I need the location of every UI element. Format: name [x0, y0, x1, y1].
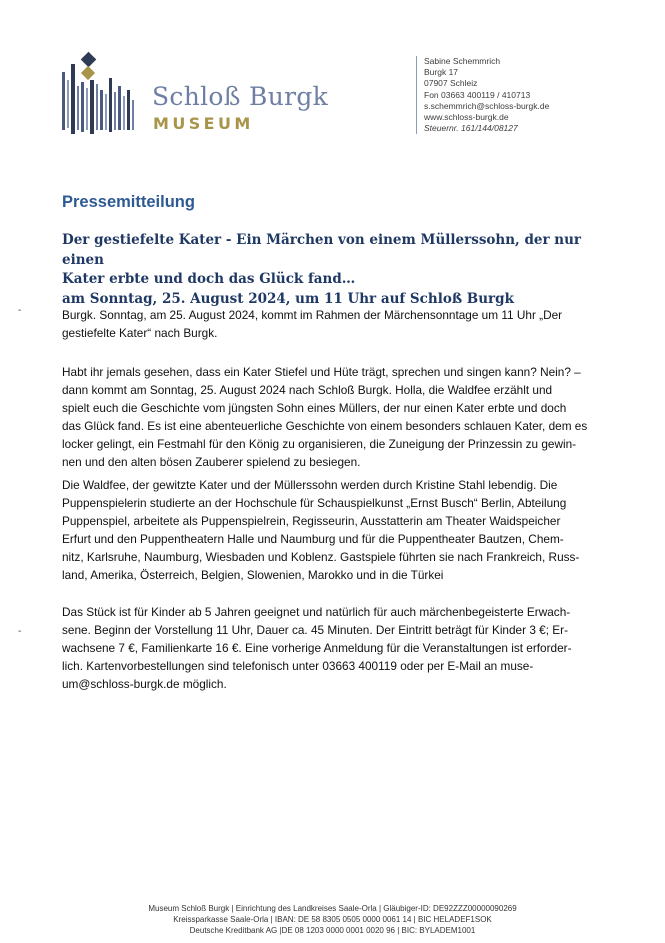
- paragraph-line: Burgk. Sonntag, am 25. August 2024, kommt im Rahmen der Märchensonntage um 11 Uhr „Der: [62, 308, 563, 322]
- paragraph-performer: [62, 476, 612, 584]
- footer-line: Deutsche Kreditbank AG |DE 08 1203 0000 0001 0020 96 | BIC: BYLADEM1001: [189, 926, 476, 935]
- paragraph-line: nen und den alten bösen Zauberer spielend zu besiegen.: [62, 455, 361, 469]
- footer: [0, 903, 665, 936]
- paragraph-line: nitz, Karlsruhe, Naumburg, Wiesbaden und Koblenz. Gastspiele führten sie nach Frankreich, Russ-: [62, 550, 580, 564]
- paragraph-line: wachsene 7 €, Familienkarte 16 €. Eine vorherige Anmeldung für die Veranstaltungen ist erforder-: [62, 641, 572, 655]
- paragraph-line: lich. Kartenvorbestellungen sind telefonisch unter 03663 400119 oder per E-Mail an muse-: [62, 659, 534, 673]
- paragraph-line: land, Amerika, Österreich, Belgien, Slowenien, Marokko und in die Türkei: [62, 568, 444, 582]
- paragraph-line: um@schloss-burgk.de möglich.: [62, 677, 227, 691]
- page-title: Pressemitteilung: [62, 193, 195, 211]
- contact-block: [416, 56, 549, 134]
- headline-line: Der gestiefelte Kater - Ein Märchen von einem Müllerssohn, der nur einen: [62, 232, 582, 268]
- contact-website[interactable]: www.schloss-burgk.de: [424, 112, 509, 123]
- paragraph-story: [62, 363, 612, 471]
- paragraph-tickets: [62, 603, 612, 693]
- paragraph-line: Erfurt und den Puppentheatern Halle und Naumburg und für die Puppentheater Bautzen, Chem-: [62, 532, 564, 546]
- paragraph-line: das Glück fand. Es ist eine abenteuerliche Geschichte von einem besonders schlauen Kater, dem es: [62, 419, 588, 433]
- paragraph-line: Habt ihr jemals gesehen, dass ein Kater Stiefel und Hüte trägt, sprechen und singen kann? Nein? –: [62, 365, 581, 379]
- contact-phone: Fon 03663 400119 / 410713: [424, 89, 531, 100]
- footer-line: Kreissparkasse Saale-Orla | IBAN: DE 58 8305 0505 0000 0061 14 | BIC HELADEF1SOK: [173, 915, 492, 924]
- brand-name: Schloß Burgk: [152, 82, 329, 111]
- paragraph-intro: [62, 306, 612, 342]
- headline-line: am Sonntag, 25. August 2024, um 11 Uhr auf Schloß Burgk: [62, 290, 514, 307]
- paragraph-line: Puppenspielerin studierte an der Hochschule für Schauspielkunst „Ernst Busch“ Berlin, Abteilung: [62, 496, 567, 510]
- margin-mark: -: [18, 305, 22, 316]
- paragraph-line: locker gelingt, ein Festmahl für den König zu organisieren, die Zuneigung der Prinzessin zu gewin-: [62, 437, 577, 451]
- margin-mark: -: [18, 626, 22, 637]
- contact-street: Burgk 17: [424, 67, 459, 78]
- footer-line: Museum Schloß Burgk | Einrichtung des Landkreises Saale-Orla | Gläubiger-ID: DE92ZZZ00000090269: [148, 904, 517, 913]
- paragraph-line: Puppenspiel, arbeitete als Puppenspielrein, Regisseurin, Ausstatterin am Theater Waidspeicher: [62, 514, 561, 528]
- press-headline: [62, 231, 602, 309]
- contact-city: 07907 Schleiz: [424, 78, 478, 89]
- castle-emblem-icon: [58, 50, 148, 140]
- paragraph-line: dann kommt am Sonntag, 25. August 2024 nach Schloß Burgk. Holla, die Waldfee erzählt und: [62, 383, 553, 397]
- paragraph-line: sene. Beginn der Vorstellung 11 Uhr, Dauer ca. 45 Minuten. Der Eintritt beträgt für Kinder 3 €; Er-: [62, 623, 569, 637]
- brand-subtitle: MUSEUM: [153, 114, 254, 133]
- contact-email[interactable]: s.schemmrich@schloss-burgk.de: [424, 100, 550, 111]
- paragraph-line: Das Stück ist für Kinder ab 5 Jahren geeignet und natürlich für auch märchenbegeisterte Erwach-: [62, 605, 571, 619]
- paragraph-line: gestiefelte Kater“ nach Burgk.: [62, 326, 218, 340]
- paragraph-line: spielt euch die Geschichte vom jüngsten Sohn eines Müllers, der nur einen Kater erbte und doch: [62, 401, 567, 415]
- paragraph-line: Die Waldfee, der gewitzte Kater und der Müllerssohn werden durch Kristine Stahl lebendig. Die: [62, 478, 558, 492]
- contact-tax-number: Steuernr. 161/144/08127: [424, 123, 518, 134]
- contact-name: Sabine Schemmrich: [424, 56, 501, 66]
- headline-line: Kater erbte und doch das Glück fand…: [62, 271, 356, 287]
